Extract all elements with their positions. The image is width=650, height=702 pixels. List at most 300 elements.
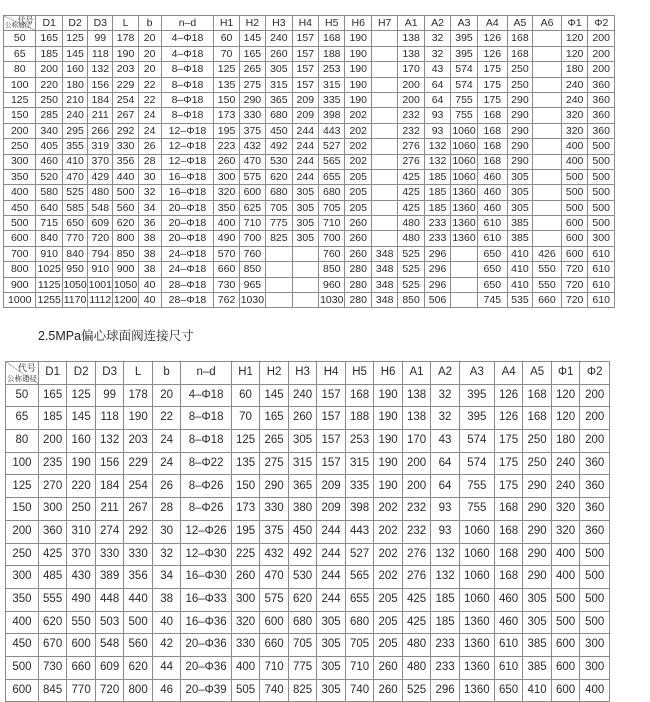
row-header-cell: 1000 bbox=[4, 293, 36, 308]
table-cell: 705 bbox=[319, 200, 345, 215]
column-header: A5 bbox=[507, 16, 532, 31]
column-header: A1 bbox=[402, 362, 431, 385]
table-cell: 305 bbox=[523, 588, 552, 611]
table-cell: 305 bbox=[317, 634, 346, 657]
table-cell: 500 bbox=[561, 200, 587, 215]
table-cell: 203 bbox=[113, 62, 138, 77]
table-cell: 195 bbox=[214, 123, 239, 138]
column-header: D1 bbox=[36, 16, 62, 31]
column-header: Φ2 bbox=[580, 362, 610, 385]
table-cell: 244 bbox=[292, 154, 318, 169]
table-cell: 305 bbox=[317, 679, 346, 702]
table-cell: 443 bbox=[319, 123, 345, 138]
table-cell: 150 bbox=[214, 92, 239, 107]
table-cell: 305 bbox=[523, 611, 552, 634]
table-row bbox=[6, 430, 610, 453]
table-cell: 525 bbox=[402, 679, 431, 702]
table-cell: 755 bbox=[459, 475, 494, 498]
table-cell: 225 bbox=[231, 543, 260, 566]
table-cell: 253 bbox=[345, 430, 374, 453]
table-cell: 202 bbox=[374, 543, 403, 566]
table-row bbox=[4, 46, 615, 61]
table-cell: 64 bbox=[431, 452, 460, 475]
table-cell: 500 bbox=[588, 185, 615, 200]
table-cell: 145 bbox=[67, 407, 96, 430]
table-cell: 200 bbox=[398, 92, 424, 107]
table-cell: 710 bbox=[345, 656, 374, 679]
table-cell: 275 bbox=[239, 77, 265, 92]
table-row bbox=[6, 588, 610, 611]
row-header-cell: 250 bbox=[6, 543, 39, 566]
table-cell: 1360 bbox=[459, 611, 494, 634]
table-cell: 600 bbox=[561, 216, 587, 231]
table-cell: 244 bbox=[317, 543, 346, 566]
table-cell bbox=[371, 216, 397, 231]
table-row bbox=[4, 139, 615, 154]
column-header: H1 bbox=[214, 16, 239, 31]
table-cell: 530 bbox=[266, 154, 292, 169]
table-cell: 650 bbox=[494, 679, 523, 702]
table-cell bbox=[533, 108, 562, 123]
table-cell: 265 bbox=[260, 430, 289, 453]
table-cell: 160 bbox=[67, 430, 96, 453]
table-cell: 845 bbox=[38, 679, 67, 702]
table-cell: 250 bbox=[67, 498, 96, 521]
table-cell: 680 bbox=[266, 185, 292, 200]
table-cell: 26 bbox=[152, 475, 181, 498]
column-header: L bbox=[124, 362, 153, 385]
table-cell: 168 bbox=[319, 31, 345, 46]
table-cell: 530 bbox=[288, 566, 317, 589]
table-cell: 260 bbox=[214, 154, 239, 169]
table-cell: 620 bbox=[266, 169, 292, 184]
table-cell: 480 bbox=[402, 656, 431, 679]
table-row bbox=[6, 384, 610, 407]
column-header: A2 bbox=[424, 16, 450, 31]
table-cell: 244 bbox=[317, 520, 346, 543]
table-cell: 385 bbox=[523, 634, 552, 657]
table-cell: 385 bbox=[507, 216, 532, 231]
table-cell bbox=[533, 62, 562, 77]
table-cell: 292 bbox=[124, 520, 153, 543]
table-cell: 126 bbox=[477, 31, 507, 46]
table-cell: 574 bbox=[451, 77, 477, 92]
table-cell: 620 bbox=[288, 588, 317, 611]
table-cell: 64 bbox=[431, 475, 460, 498]
table-cell: 60 bbox=[231, 384, 260, 407]
table-row bbox=[4, 123, 615, 138]
table-cell: 360 bbox=[38, 520, 67, 543]
table-row bbox=[6, 566, 610, 589]
table-cell: 400 bbox=[561, 139, 587, 154]
table-cell: 550 bbox=[533, 262, 562, 277]
table-cell: 260 bbox=[345, 216, 371, 231]
table-cell: 232 bbox=[398, 123, 424, 138]
table-cell: 93 bbox=[431, 520, 460, 543]
table-cell: 232 bbox=[402, 520, 431, 543]
table-cell: 173 bbox=[214, 108, 239, 123]
table-cell: 223 bbox=[214, 139, 239, 154]
table-cell: 430 bbox=[67, 566, 96, 589]
table-cell: 202 bbox=[374, 498, 403, 521]
table-cell: 190 bbox=[374, 452, 403, 475]
row-header-cell: 200 bbox=[4, 123, 36, 138]
table-cell: 500 bbox=[551, 611, 580, 634]
table-cell: 300 bbox=[580, 656, 610, 679]
table-cell: 8–Φ26 bbox=[181, 475, 231, 498]
table-cell: 825 bbox=[266, 231, 292, 246]
table-cell: 520 bbox=[36, 169, 62, 184]
row-header-cell: 50 bbox=[4, 31, 36, 46]
table-cell: 305 bbox=[507, 185, 532, 200]
table-cell: 470 bbox=[239, 154, 265, 169]
table-cell: 660 bbox=[533, 293, 562, 308]
column-header: A1 bbox=[398, 16, 424, 31]
table-cell: 254 bbox=[124, 475, 153, 498]
table-cell: 389 bbox=[95, 566, 124, 589]
table-cell: 200 bbox=[398, 77, 424, 92]
table-cell: 460 bbox=[36, 154, 62, 169]
table-cell bbox=[371, 62, 397, 77]
table-cell: 260 bbox=[374, 656, 403, 679]
table-cell: 190 bbox=[374, 475, 403, 498]
table-cell: 270 bbox=[38, 475, 67, 498]
table-cell: 710 bbox=[260, 656, 289, 679]
table-cell: 168 bbox=[494, 566, 523, 589]
table-cell: 260 bbox=[345, 246, 371, 261]
table-cell: 185 bbox=[424, 200, 450, 215]
table-cell: 600 bbox=[67, 634, 96, 657]
table-cell: 360 bbox=[588, 92, 615, 107]
table-cell: 170 bbox=[402, 430, 431, 453]
table-cell: 730 bbox=[38, 656, 67, 679]
table-cell: 168 bbox=[345, 384, 374, 407]
table-cell: 655 bbox=[345, 588, 374, 611]
row-header-cell: 100 bbox=[6, 452, 39, 475]
row-header-cell: 400 bbox=[6, 611, 39, 634]
row-header-cell: 500 bbox=[4, 216, 36, 231]
table-cell: 370 bbox=[88, 154, 113, 169]
table-cell: 1060 bbox=[459, 543, 494, 566]
table-cell: 950 bbox=[62, 262, 87, 277]
table-cell: 165 bbox=[239, 46, 265, 61]
table-cell: 12–Φ30 bbox=[181, 543, 231, 566]
table-cell: 585 bbox=[62, 200, 87, 215]
table-cell: 190 bbox=[374, 407, 403, 430]
table-cell: 500 bbox=[588, 216, 615, 231]
table-cell: 195 bbox=[231, 520, 260, 543]
table-cell: 610 bbox=[588, 262, 615, 277]
table-cell: 500 bbox=[113, 185, 138, 200]
table-cell bbox=[371, 139, 397, 154]
table-cell: 99 bbox=[88, 31, 113, 46]
table-cell: 775 bbox=[266, 216, 292, 231]
table-cell: 132 bbox=[431, 543, 460, 566]
table-cell: 600 bbox=[260, 611, 289, 634]
table-cell: 296 bbox=[431, 679, 460, 702]
table-cell: 30 bbox=[152, 520, 181, 543]
corner-header bbox=[4, 16, 36, 31]
table-cell: 775 bbox=[288, 656, 317, 679]
column-header: L bbox=[113, 16, 138, 31]
table-cell: 168 bbox=[507, 31, 532, 46]
table-cell: 600 bbox=[561, 231, 587, 246]
table-cell: 503 bbox=[95, 611, 124, 634]
column-header: D1 bbox=[38, 362, 67, 385]
row-header-cell: 600 bbox=[4, 231, 36, 246]
table-cell: 320 bbox=[561, 108, 587, 123]
table-cell: 190 bbox=[67, 452, 96, 475]
table-cell: 260 bbox=[345, 231, 371, 246]
table-cell: 20 bbox=[138, 31, 161, 46]
table-cell: 425 bbox=[402, 588, 431, 611]
column-header: D3 bbox=[95, 362, 124, 385]
table-cell: 16–Φ18 bbox=[161, 169, 214, 184]
table-row bbox=[4, 216, 615, 231]
table-cell: 165 bbox=[36, 31, 62, 46]
table-cell: 1060 bbox=[459, 588, 494, 611]
table-cell: 450 bbox=[288, 520, 317, 543]
table-cell: 209 bbox=[317, 475, 346, 498]
table-cell: 12–Φ18 bbox=[161, 123, 214, 138]
table-cell: 300 bbox=[231, 588, 260, 611]
table-cell bbox=[451, 246, 477, 261]
table-cell bbox=[371, 200, 397, 215]
table-cell: 170 bbox=[398, 62, 424, 77]
column-header: n–d bbox=[181, 362, 231, 385]
table-cell bbox=[533, 31, 562, 46]
table-cell: 1050 bbox=[63, 278, 87, 291]
table-row bbox=[4, 77, 615, 92]
table-cell: 180 bbox=[561, 62, 587, 77]
table-cell: 156 bbox=[95, 452, 124, 475]
table-cell: 185 bbox=[431, 588, 460, 611]
table-cell: 185 bbox=[424, 185, 450, 200]
table-cell: 305 bbox=[317, 656, 346, 679]
table-cell: 24 bbox=[152, 430, 181, 453]
table-cell: 173 bbox=[231, 498, 260, 521]
table-cell: 640 bbox=[36, 200, 62, 215]
table-cell: 850 bbox=[398, 293, 424, 308]
table-cell: 229 bbox=[124, 452, 153, 475]
table-cell: 205 bbox=[345, 169, 371, 184]
table-cell: 290 bbox=[523, 498, 552, 521]
table-cell bbox=[292, 246, 318, 261]
table-cell: 1025 bbox=[37, 263, 61, 276]
table-cell: 202 bbox=[374, 566, 403, 589]
table-cell: 118 bbox=[88, 46, 113, 61]
table-cell: 500 bbox=[561, 185, 587, 200]
table-cell: 38 bbox=[138, 246, 161, 261]
table-cell: 205 bbox=[374, 588, 403, 611]
table-cell: 425 bbox=[398, 200, 424, 215]
table-cell: 200 bbox=[588, 31, 615, 46]
table-cell: 290 bbox=[507, 154, 532, 169]
row-header-cell: 500 bbox=[6, 656, 39, 679]
table-cell: 360 bbox=[580, 498, 610, 521]
table-cell: 400 bbox=[561, 154, 587, 169]
table-cell bbox=[533, 77, 562, 92]
table-cell: 609 bbox=[95, 656, 124, 679]
table-row bbox=[6, 452, 610, 475]
table-cell: 610 bbox=[477, 216, 507, 231]
table-cell: 185 bbox=[36, 46, 62, 61]
table-cell: 550 bbox=[533, 277, 562, 292]
table-cell: 1060 bbox=[459, 520, 494, 543]
table-cell: 610 bbox=[494, 656, 523, 679]
table-cell: 296 bbox=[424, 277, 450, 292]
table-cell: 800 bbox=[113, 231, 138, 246]
table-cell: 650 bbox=[477, 262, 507, 277]
table-cell: 500 bbox=[588, 154, 615, 169]
table-cell: 290 bbox=[507, 139, 532, 154]
table-cell: 60 bbox=[214, 31, 239, 46]
table-cell: 440 bbox=[124, 588, 153, 611]
table-cell: 99 bbox=[95, 384, 124, 407]
table-cell: 655 bbox=[319, 169, 345, 184]
table-cell: 175 bbox=[477, 77, 507, 92]
table-cell: 205 bbox=[345, 185, 371, 200]
corner-bottom-label: 公称通径 bbox=[5, 22, 31, 30]
table-cell: 260 bbox=[231, 566, 260, 589]
table-cell: 190 bbox=[345, 62, 371, 77]
column-header: H6 bbox=[374, 362, 403, 385]
column-header: H5 bbox=[345, 362, 374, 385]
table-cell: 132 bbox=[431, 566, 460, 589]
table-cell: 200 bbox=[580, 384, 610, 407]
table-cell: 330 bbox=[95, 543, 124, 566]
table-row bbox=[4, 246, 615, 261]
table-row bbox=[4, 108, 615, 123]
table-cell: 8–Φ26 bbox=[181, 498, 231, 521]
table-cell: 755 bbox=[451, 108, 477, 123]
table-cell: 375 bbox=[260, 520, 289, 543]
row-header-cell: 250 bbox=[4, 139, 36, 154]
row-header-cell: 400 bbox=[4, 185, 36, 200]
table-cell: 150 bbox=[231, 475, 260, 498]
table-cell: 290 bbox=[239, 92, 265, 107]
table-cell: 565 bbox=[345, 566, 374, 589]
table-cell: 425 bbox=[398, 185, 424, 200]
table-cell: 250 bbox=[523, 430, 552, 453]
table-cell: 38 bbox=[138, 262, 161, 277]
table-row bbox=[4, 277, 615, 292]
table-cell: 548 bbox=[95, 634, 124, 657]
table-cell: 500 bbox=[580, 543, 610, 566]
table-cell: 400 bbox=[551, 543, 580, 566]
table-cell: 356 bbox=[124, 566, 153, 589]
table-cell: 505 bbox=[231, 679, 260, 702]
table-cell: 244 bbox=[292, 123, 318, 138]
table-cell: 700 bbox=[239, 231, 265, 246]
table-cell: 720 bbox=[561, 277, 587, 292]
table-cell: 34 bbox=[152, 566, 181, 589]
table-cell: 500 bbox=[588, 139, 615, 154]
table-cell: 730 bbox=[214, 277, 239, 292]
table-cell bbox=[266, 293, 292, 308]
table-cell bbox=[292, 277, 318, 292]
column-header: H5 bbox=[319, 16, 345, 31]
table-cell: 305 bbox=[292, 200, 318, 215]
table-cell: 1360 bbox=[452, 232, 476, 245]
table-cell: 680 bbox=[288, 611, 317, 634]
table-cell: 12–Φ26 bbox=[181, 520, 231, 543]
table-cell: 240 bbox=[551, 452, 580, 475]
table-cell: 320 bbox=[561, 123, 587, 138]
table-cell: 32 bbox=[424, 31, 450, 46]
table-cell: 156 bbox=[88, 77, 113, 92]
table-cell: 165 bbox=[260, 407, 289, 430]
table-cell: 175 bbox=[477, 92, 507, 107]
header-row bbox=[4, 16, 615, 31]
table-cell bbox=[451, 262, 477, 277]
table-cell: 157 bbox=[292, 46, 318, 61]
table-cell: 240 bbox=[288, 384, 317, 407]
row-header-cell: 65 bbox=[6, 407, 39, 430]
table-cell: 190 bbox=[374, 430, 403, 453]
table-cell: 200 bbox=[402, 452, 431, 475]
corner-header bbox=[6, 362, 39, 385]
table-cell: 395 bbox=[451, 31, 477, 46]
table-cell bbox=[533, 200, 562, 215]
row-header-cell: 300 bbox=[4, 154, 36, 169]
table-cell bbox=[451, 293, 477, 308]
table-cell: 233 bbox=[431, 656, 460, 679]
table-cell: 320 bbox=[231, 611, 260, 634]
table-cell: 209 bbox=[292, 108, 318, 123]
row-header-cell: 125 bbox=[4, 92, 36, 107]
table-cell: 910 bbox=[36, 246, 62, 261]
table-cell: 32 bbox=[424, 46, 450, 61]
table-cell: 145 bbox=[62, 46, 87, 61]
row-header-cell: 150 bbox=[6, 498, 39, 521]
table-cell: 575 bbox=[239, 169, 265, 184]
table-cell: 610 bbox=[588, 293, 615, 308]
table-cell: 157 bbox=[317, 407, 346, 430]
table-cell: 132 bbox=[424, 154, 450, 169]
table-cell: 1060 bbox=[452, 124, 476, 137]
table-cell: 840 bbox=[62, 246, 87, 261]
table-cell: 1360 bbox=[452, 217, 476, 230]
table-cell: 244 bbox=[292, 139, 318, 154]
table-cell: 40 bbox=[152, 611, 181, 634]
column-header: H2 bbox=[239, 16, 265, 31]
table-cell: 460 bbox=[477, 200, 507, 215]
table-cell: 574 bbox=[451, 62, 477, 77]
table-cell: 125 bbox=[214, 62, 239, 77]
table-cell: 190 bbox=[113, 46, 138, 61]
table-cell: 32 bbox=[431, 407, 460, 430]
table-cell: 600 bbox=[561, 246, 587, 261]
table-cell: 233 bbox=[431, 634, 460, 657]
table-cell bbox=[451, 277, 477, 292]
table-row bbox=[6, 498, 610, 521]
table-cell: 200 bbox=[588, 62, 615, 77]
table-cell: 315 bbox=[345, 452, 374, 475]
dimension-table-1 bbox=[3, 15, 615, 308]
table-cell: 205 bbox=[374, 634, 403, 657]
table-cell: 168 bbox=[507, 46, 532, 61]
table-cell: 335 bbox=[319, 92, 345, 107]
table-cell: 210 bbox=[62, 92, 87, 107]
table-cell: 232 bbox=[402, 498, 431, 521]
table-cell: 330 bbox=[124, 543, 153, 566]
table-cell: 410 bbox=[507, 262, 532, 277]
table-cell: 36 bbox=[138, 216, 161, 231]
table-cell: 16–Φ18 bbox=[161, 185, 214, 200]
table-cell bbox=[371, 154, 397, 169]
table-cell: 168 bbox=[477, 139, 507, 154]
